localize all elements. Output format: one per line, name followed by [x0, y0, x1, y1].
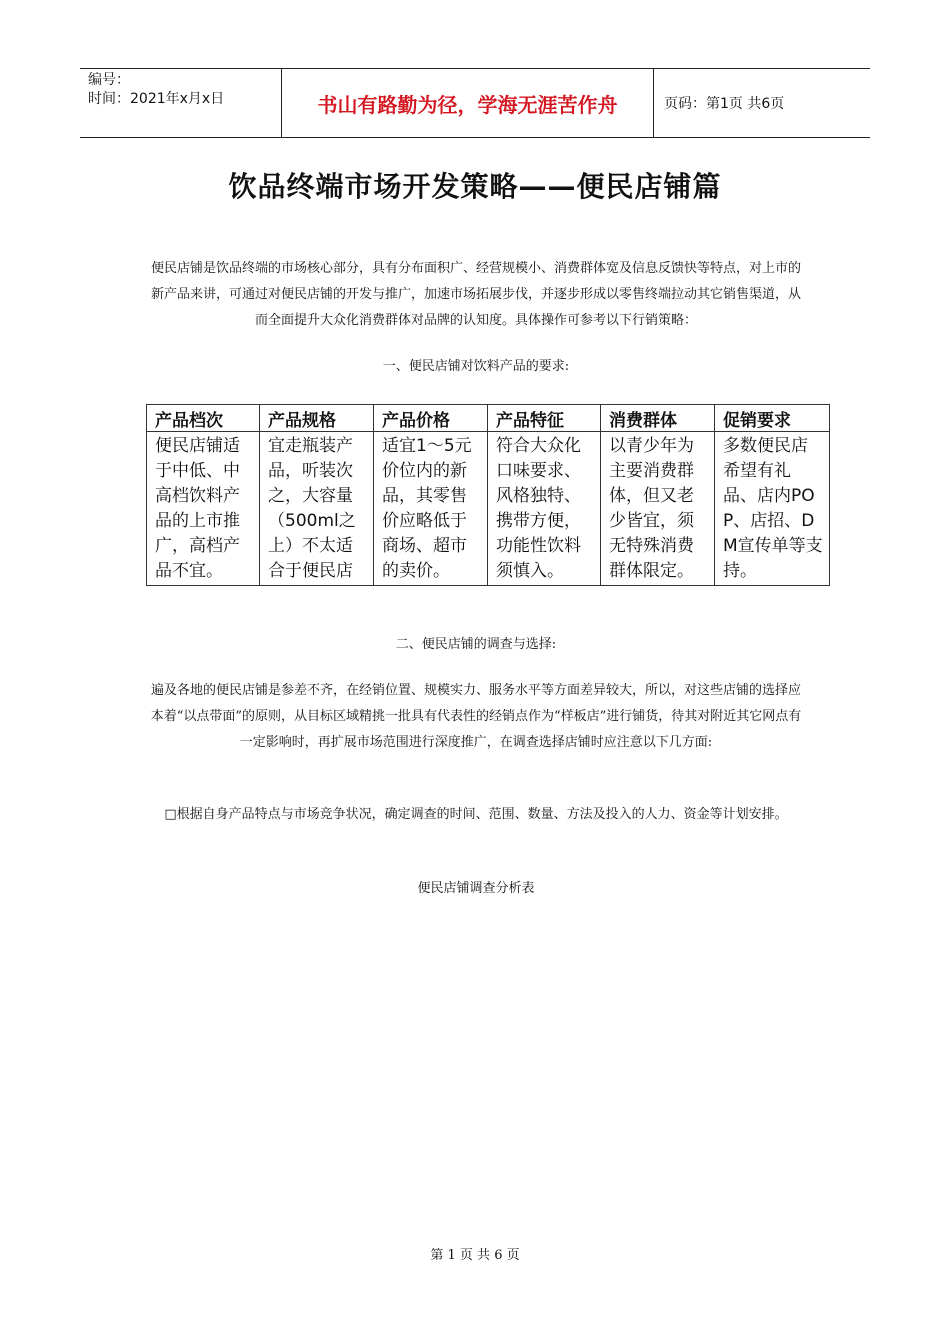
document-title: 饮品终端市场开发策略——便民店铺篇	[228, 170, 722, 203]
table-header-cell: 消费群体	[601, 405, 715, 432]
section-heading-1: 一、便民店铺对饮料产品的要求:	[382, 359, 570, 374]
table-cell: 宜走瓶装产品，听装次之，大容量（500ml之上）不太适合于便民店	[260, 432, 374, 586]
table-cell: 多数便民店希望有礼品、店内POP、店招、DM宣传单等支持。	[715, 432, 830, 586]
intro-paragraph: 便民店铺是饮品终端的市场核心部分，具有分布面积广、经营规模小、消费群体宽及信息反馈快等特点，对上市的新产品来讲，可通过对便民店铺的开发与推广，加速市场拓展步伐，并逐步形成以零售终端拉动其它销售渠道，从而全面提升大众化消费群体对品牌的认知度。具体操作可参考以下行销策略：	[150, 261, 801, 328]
page-info: 页码：第1页 共6页	[664, 96, 785, 112]
header-meta	[80, 69, 282, 137]
table-header-cell: 产品特征	[488, 405, 601, 432]
table-header-cell: 产品档次	[147, 405, 260, 432]
table-header-cell: 产品规格	[260, 405, 374, 432]
table-cell: 适宜1～5元价位内的新品，其零售价应略低于商场、超市的卖价。	[374, 432, 488, 586]
table-cell: 符合大众化口味要求、风格独特、携带方便，功能性饮料须慎入。	[488, 432, 601, 586]
product-requirements-table	[146, 404, 830, 586]
header-table	[80, 68, 870, 138]
serial-label: 编号：	[88, 72, 130, 88]
table-row	[147, 432, 830, 586]
checklist-item: □根据自身产品特点与市场竞争状况，确定调查的时间、范围、数量、方法及投入的人力、资金等计划安排。	[164, 807, 788, 822]
table-header-cell: 促销要求	[715, 405, 830, 432]
table-cell: 以青少年为主要消费群体，但又老少皆宜，须无特殊消费群体限定。	[601, 432, 715, 586]
table-header-row	[147, 405, 830, 432]
section-heading-2: 二、便民店铺的调查与选择:	[395, 637, 557, 652]
selection-paragraph: 遍及各地的便民店铺是参差不齐，在经销位置、规模实力、服务水平等方面差异较大，所以，对这些店铺的选择应本着“以点带面”的原则，从目标区域精挑一批具有代表性的经销点作为“样板店”进行铺货，待其对附近其它网点有一定影响时，再扩展市场范围进行深度推广，在调查选择店铺时应注意以下几方面:	[150, 683, 802, 750]
date-line: 时间：2021年x月x日	[88, 91, 225, 107]
table-header-cell: 产品价格	[374, 405, 488, 432]
page-footer: 第 1 页 共 6 页	[430, 1248, 520, 1263]
table-caption: 便民店铺调查分析表	[417, 881, 535, 896]
table-cell: 便民店铺适于中低、中高档饮料产品的上市推广，高档产品不宜。	[147, 432, 260, 586]
motto: 书山有路勤为径，学海无涯苦作舟	[282, 69, 654, 137]
